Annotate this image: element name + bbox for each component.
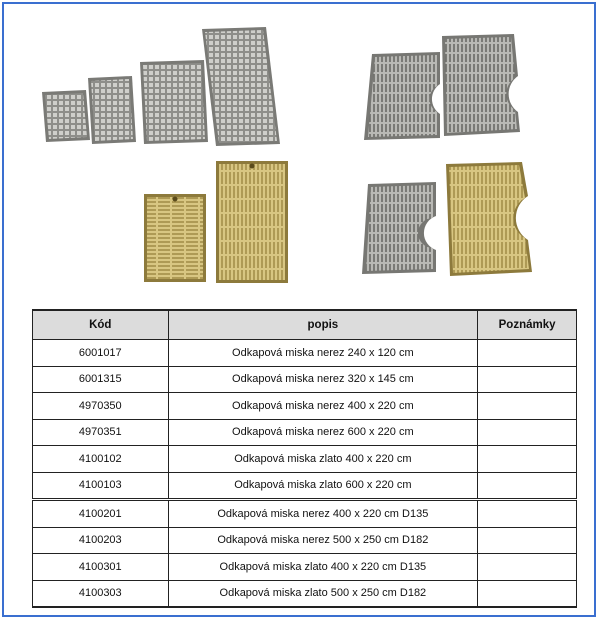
table-header-row xyxy=(33,310,577,340)
product-photos-canvas xyxy=(4,4,598,294)
cell-code: 6001315 xyxy=(33,366,169,393)
cell-notes xyxy=(478,419,577,446)
cell-code: 4970351 xyxy=(33,419,169,446)
table-row xyxy=(33,472,577,500)
cell-notes xyxy=(478,500,577,528)
table-row xyxy=(33,419,577,446)
cell-description: Odkapová miska zlato 400 x 220 cm xyxy=(168,446,478,473)
cell-notes xyxy=(478,393,577,420)
cell-notes xyxy=(478,472,577,500)
cell-description: Odkapová miska nerez 600 x 220 cm xyxy=(168,419,478,446)
gold-slotted-tray-icon xyxy=(144,194,206,282)
gold-cutout-tray-icon xyxy=(446,162,532,276)
cell-notes xyxy=(478,580,577,607)
table-row xyxy=(33,500,577,528)
gold-slotted-tray-icon xyxy=(216,161,288,283)
product-photos xyxy=(4,4,598,294)
cell-code: 4100102 xyxy=(33,446,169,473)
table-row xyxy=(33,366,577,393)
table-row xyxy=(33,554,577,581)
cell-description: Odkapová miska zlato 500 x 250 cm D182 xyxy=(168,580,478,607)
table-row xyxy=(33,527,577,554)
cell-notes xyxy=(478,366,577,393)
table-row xyxy=(33,446,577,473)
cell-description: Odkapová miska nerez 240 x 120 cm xyxy=(168,340,478,367)
header-code: Kód xyxy=(33,310,169,340)
cell-notes xyxy=(478,446,577,473)
header-description: popis xyxy=(168,310,478,340)
cell-description: Odkapová miska nerez 400 x 220 cm D135 xyxy=(168,500,478,528)
cell-description: Odkapová miska nerez 320 x 145 cm xyxy=(168,366,478,393)
steel-grid-tray-icon xyxy=(202,27,280,146)
cell-description: Odkapová miska zlato 400 x 220 cm D135 xyxy=(168,554,478,581)
cell-code: 4100203 xyxy=(33,527,169,554)
cell-notes xyxy=(478,527,577,554)
cell-notes xyxy=(478,554,577,581)
steel-grid-tray-icon xyxy=(140,60,208,144)
steel-cutout-tray-icon xyxy=(362,182,436,274)
table-row xyxy=(33,580,577,607)
cell-description: Odkapová miska nerez 500 x 250 cm D182 xyxy=(168,527,478,554)
steel-cutout-tray-icon xyxy=(364,52,440,140)
cell-code: 6001017 xyxy=(33,340,169,367)
cell-description: Odkapová miska nerez 400 x 220 cm xyxy=(168,393,478,420)
cell-description: Odkapová miska zlato 600 x 220 cm xyxy=(168,472,478,500)
cell-code: 4100201 xyxy=(33,500,169,528)
cell-code: 4100301 xyxy=(33,554,169,581)
steel-grid-tray-icon xyxy=(42,90,90,142)
cell-code: 4100303 xyxy=(33,580,169,607)
cell-notes xyxy=(478,340,577,367)
steel-grid-tray-icon xyxy=(88,76,136,144)
cell-code: 4970350 xyxy=(33,393,169,420)
cell-code: 4100103 xyxy=(33,472,169,500)
product-table xyxy=(32,309,577,608)
header-notes: Poznámky xyxy=(478,310,577,340)
steel-cutout-tray-icon xyxy=(442,34,520,136)
catalog-page xyxy=(2,2,596,617)
table-row xyxy=(33,393,577,420)
table-row xyxy=(33,340,577,367)
